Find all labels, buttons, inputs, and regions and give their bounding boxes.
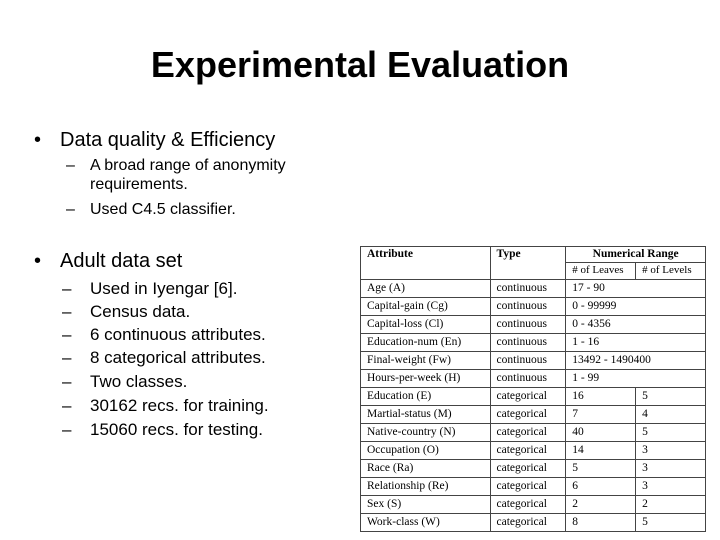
cell-type: categorical [490,460,566,478]
table-row [361,424,706,442]
table-row [361,496,706,514]
cell-type: categorical [490,496,566,514]
sub-item-text: 8 categorical attributes. [90,348,266,367]
cell-attribute: Work-class (W) [361,514,491,532]
cell-attribute: Capital-loss (Cl) [361,316,491,334]
bullet-data-quality [34,128,276,152]
cell-leaves: 14 [566,442,636,460]
cell-type: categorical [490,514,566,532]
dash-glyph: – [62,348,72,367]
table-row [361,316,706,334]
cell-type: continuous [490,334,566,352]
table-body [361,280,706,532]
dash-glyph: – [62,420,72,439]
cell-attribute: Age (A) [361,280,491,298]
dash-glyph: – [62,302,72,321]
cell-leaves: 8 [566,514,636,532]
sub-item-continuation [90,177,188,193]
cell-type: categorical [490,406,566,424]
table-row [361,514,706,532]
cell-leaves: 16 [566,388,636,406]
cell-levels: 5 [636,388,706,406]
dash-glyph: – [66,201,75,218]
bullet-adult-data-set [34,249,183,273]
cell-attribute: Capital-gain (Cg) [361,298,491,316]
cell-attribute: Education (E) [361,388,491,406]
cell-type: categorical [490,388,566,406]
header-levels: # of Levels [636,263,706,280]
sub-item-text: Used in Iyengar [6]. [90,279,238,298]
dash-glyph: – [62,396,72,415]
cell-levels: 5 [636,424,706,442]
bullet-text: Data quality & Efficiency [60,129,276,151]
cell-type: continuous [490,370,566,388]
sub-item-text: Two classes. [90,372,188,391]
cell-range: 1 - 16 [566,334,706,352]
header-numerical-range: Numerical Range [566,247,706,263]
cell-levels: 3 [636,478,706,496]
sub-item-text: Census data. [90,302,191,321]
dash-glyph: – [62,372,72,391]
table-row [361,352,706,370]
sub-item [62,302,191,322]
table-row [361,370,706,388]
sub-item-text: 6 continuous attributes. [90,325,266,344]
table-row [361,442,706,460]
cell-attribute: Sex (S) [361,496,491,514]
cell-type: categorical [490,442,566,460]
cell-type: categorical [490,424,566,442]
dash-glyph: – [62,279,72,298]
cell-range: 0 - 99999 [566,298,706,316]
sub-item-text: 30162 recs. for training. [90,396,269,415]
sub-item [62,325,266,345]
cell-levels: 4 [636,406,706,424]
cell-leaves: 5 [566,460,636,478]
cell-attribute: Native-country (N) [361,424,491,442]
cell-attribute: Race (Ra) [361,460,491,478]
cell-type: continuous [490,298,566,316]
header-type: Type [490,247,566,280]
table-row [361,388,706,406]
sub-item-text: 15060 recs. for testing. [90,420,263,439]
cell-levels: 2 [636,496,706,514]
cell-attribute: Hours-per-week (H) [361,370,491,388]
cell-leaves: 2 [566,496,636,514]
cell-attribute: Education-num (En) [361,334,491,352]
cell-leaves: 40 [566,424,636,442]
table-row [361,478,706,496]
dash-glyph: – [66,157,75,174]
sub-item [62,396,269,416]
cell-range: 1 - 99 [566,370,706,388]
cell-range: 13492 - 1490400 [566,352,706,370]
header-attribute: Attribute [361,247,491,280]
table-row [361,280,706,298]
dash-glyph: – [62,325,72,344]
bullet-glyph: • [34,129,42,151]
cell-levels: 3 [636,460,706,478]
sub-item [62,372,188,392]
sub-item [62,420,263,440]
cell-levels: 5 [636,514,706,532]
cell-type: continuous [490,316,566,334]
sub-item-text: requirements. [90,176,188,193]
cell-leaves: 6 [566,478,636,496]
sub-item-text: A broad range of anonymity [90,157,286,174]
cell-range: 17 - 90 [566,280,706,298]
cell-attribute: Occupation (O) [361,442,491,460]
table-row [361,298,706,316]
sub-item [66,157,286,174]
cell-type: continuous [490,352,566,370]
cell-type: categorical [490,478,566,496]
bullet-text: Adult data set [60,250,183,272]
header-leaves: # of Leaves [566,263,636,280]
cell-range: 0 - 4356 [566,316,706,334]
sub-item-text: Used C4.5 classifier. [90,201,236,218]
attribute-table [360,246,706,532]
cell-levels: 3 [636,442,706,460]
cell-attribute: Final-weight (Fw) [361,352,491,370]
cell-attribute: Martial-status (M) [361,406,491,424]
table-row [361,334,706,352]
cell-type: continuous [490,280,566,298]
cell-attribute: Relationship (Re) [361,478,491,496]
table-row [361,406,706,424]
bullet-glyph: • [34,250,42,272]
sub-item [62,348,266,368]
slide-title: Experimental Evaluation [150,44,570,85]
sub-item [66,201,236,218]
table-row [361,460,706,478]
sub-item [62,279,238,299]
cell-leaves: 7 [566,406,636,424]
